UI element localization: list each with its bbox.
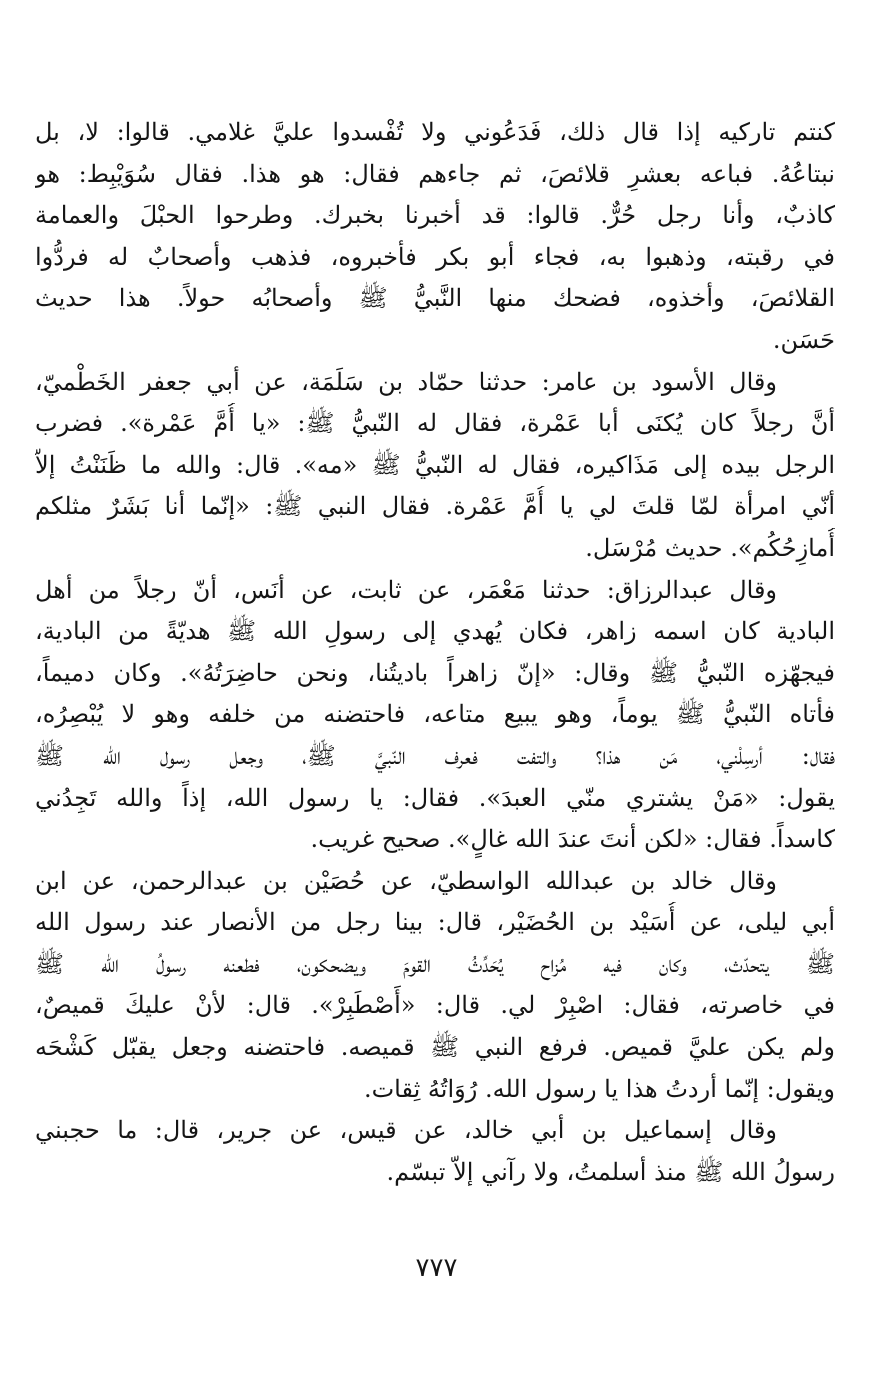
text-line: فأتاه النّبيُّ ﷺ يوماً، وهو يبيع متاعه، فاحتضنه من خلفه وهو لا يُبْصِرُه، bbox=[35, 700, 835, 729]
text-line: وقال عبدالرزاق: حدثنا مَعْمَر، عن ثابت، عن أنَس، أنّ رجلاً من أهل bbox=[35, 575, 778, 604]
text-line: كاذبٌ، وأنا رجل حُرٌّ. قالوا: قد أخبرنا بخبرك. وطرحوا الحبْلَ والعمامة bbox=[35, 201, 835, 230]
text-line: ﷺ يتحدّث، وكان فيه مُزاح يُحَدِّثُ القومَ ويضحكون، فطعنه رسولُ الله ﷺ bbox=[35, 949, 835, 978]
text-line: أبي ليلى، عن أُسَيْد بن الحُضَيْر، قال: بينا رجل من الأنصار عند رسول الله bbox=[35, 908, 835, 937]
page-number: ٧٧٧ bbox=[415, 1253, 458, 1283]
text-line: وقال الأسود بن عامر: حدثنا حمّاد بن سَلَمَة، عن أبي جعفر الخَطْميّ، bbox=[35, 367, 777, 396]
text-line: البادية كان اسمه زاهر، فكان يُهدي إلى رسولِ الله ﷺ هديّةً من البادية، bbox=[35, 617, 835, 646]
text-line: أنّي امرأة لمّا قلتَ لي يا أُمَّ عَمْرة. فقال النبي ﷺ: «إنّما أنا بَشَرٌ مثلكم bbox=[35, 492, 835, 521]
text-line: القلائصَ، وأخذوه، فضحك منها النَّبيُّ ﷺ وأصحابُه حولاً. هذا حديث bbox=[35, 284, 835, 313]
text-line: يقول: «مَنْ يشتري منّي العبدَ». فقال: يا رسول الله، إذاً والله تَجِدُني bbox=[35, 783, 835, 812]
text-line: فقال: أرسِلْني، مَن هذا؟ والتفت فعرف النّبيَّ ﷺ، وجعل رسول الله ﷺ bbox=[35, 741, 835, 770]
text-line: الرجل بيده إلى مَذَاكيره، فقال له النّبيُّ ﷺ «مه». قال: والله ما ظَنَنْتُ إلاّ bbox=[35, 450, 835, 479]
text-line: وقال إسماعيل بن أبي خالد، عن قيس، عن جرير، قال: ما حجبني bbox=[35, 1116, 777, 1145]
text-line: وقال خالد بن عبدالله الواسطيّ، عن حُصَيْن بن عبدالرحمن، عن ابن bbox=[35, 866, 777, 895]
text-line: كاسداً. فقال: «لكن أنتَ عندَ الله غالٍ». صحيح غريب. bbox=[310, 825, 835, 854]
text-line: أُمازِحُكُم». حديث مُرْسَل. bbox=[585, 533, 835, 562]
main-text bbox=[35, 112, 835, 1193]
text-line: نبتاعُهُ. فباعه بعشرِ قلائصَ، ثم جاءهم فقال: هو هذا. فقال سُوَيْبِط: هو bbox=[35, 159, 835, 188]
text-line: ولم يكن عليَّ قميص. فرفع النبي ﷺ قميصه. فاحتضنه وجعل يقبّل كَشْحَه bbox=[35, 1033, 835, 1062]
text-line: أنَّ رجلاً كان يُكنَى أبا عَمْرة، فقال له النّبيُّ ﷺ: «يا أُمَّ عَمْرة». فضرب bbox=[35, 409, 835, 438]
text-line: حَسَن. bbox=[772, 325, 835, 354]
text-line: ويقول: إنّما أردتُ هذا يا رسول الله. رُوَاتُهُ ثِقات. bbox=[363, 1074, 835, 1103]
text-line: فيجهّزه النّبيُّ ﷺ وقال: «إنّ زاهراً باديتُنا، ونحن حاضِرَتُهُ». وكان دميماً، bbox=[35, 658, 835, 687]
text-line: في خاصرته، فقال: اصْبِرْ لي. قال: «أَصْطَبِرْ». قال: لأنْ عليكَ قميصٌ، bbox=[35, 991, 835, 1020]
text-line: رسولُ الله ﷺ منذ أسلمتُ، ولا رآني إلاّ تبسّم. bbox=[386, 1157, 835, 1186]
text-line: كنتم تاركيه إذا قال ذلك، فَدَعُوني ولا تُفْسدوا عليَّ غلامي. قالوا: لا، بل bbox=[35, 118, 835, 146]
text-line: في رقبته، وذهبوا به، فجاء أبو بكر فأخبروه، فذهب وأصحابٌ له فردُّوا bbox=[35, 242, 835, 271]
